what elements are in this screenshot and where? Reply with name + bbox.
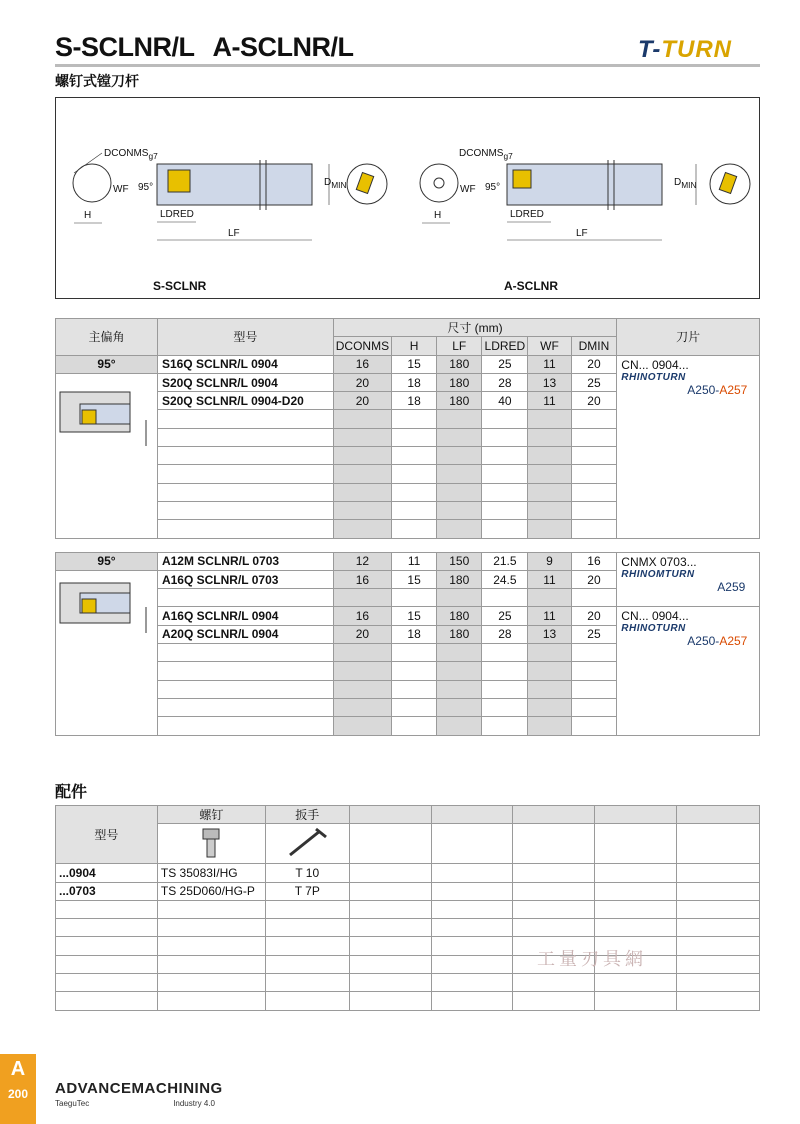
- tool-diagram: $DCONMS_{g7}$ WF 95° H LDRED LF $D_{MIN}$ $DCONMS_{g7}$ WF 95° H LDRED LF $D_{MIN}$ S-SCLNR A-SCLNR: [55, 97, 760, 299]
- page-subtitle: 螺钉式镗刀杆: [55, 73, 139, 89]
- page-ref-link[interactable]: A259: [717, 579, 746, 594]
- rhinoturn-logo: RHINOTURN: [621, 623, 686, 635]
- rhinoturn-logo: RHINOTURN: [621, 371, 686, 383]
- col-lf: LF: [437, 337, 482, 355]
- tool-drawing: [56, 98, 759, 298]
- table-row: S20Q SCLNR/L 0904 20 18 180 28 13 25: [56, 373, 760, 391]
- tturn-logo: T-TURN: [638, 36, 732, 63]
- table-row: ...0904 TS 35083I/HG T 10: [56, 864, 760, 882]
- col-ldred: LDRED: [482, 337, 528, 355]
- title-s: S-SCLNR/L: [55, 32, 195, 62]
- insert-cell-3: CN... 0904... RHINOTURN A250-A257: [617, 607, 760, 735]
- head-size: 尺寸 (mm): [333, 319, 617, 337]
- table-row: 95° S16Q SCLNR/L 0904 16 15 180 25 11 20 CN... 0904... RHINOTURN A250-A257: [56, 355, 760, 373]
- head-angle: 主偏角: [56, 319, 158, 356]
- col-dconms: DCONMS: [333, 337, 391, 355]
- tool-thumb-icon: [56, 384, 156, 454]
- table-row: ...0703 TS 25D060/HG-P T 7P: [56, 882, 760, 900]
- acc-head-wrench: 扳手: [265, 806, 349, 824]
- acc-head-screw: 螺钉: [157, 806, 265, 824]
- head-insert: 刀片: [617, 319, 760, 356]
- title-a: A-SCLNR/L: [212, 32, 354, 62]
- rhinomturn-logo: RHINOMTURN: [621, 568, 695, 580]
- col-dmin: DMIN: [571, 337, 617, 355]
- watermark: 工量刃具網: [537, 949, 647, 969]
- accessories-table: [55, 805, 760, 1011]
- advance-machining-logo: ADVANCEMACHINING: [55, 1080, 223, 1097]
- caption-a-sclnr: A-SCLNR: [504, 279, 558, 293]
- tool-thumb-icon: [56, 577, 156, 637]
- page-ref-link[interactable]: A250-A257: [687, 382, 748, 397]
- table-row: A20Q SCLNR/L 0904 20 18 180 28 13 25: [56, 625, 760, 643]
- acc-head-model: 型号: [56, 806, 158, 864]
- insert-cell-1: CN... 0904... RHINOTURN A250-A257: [617, 355, 760, 538]
- page-ref-link[interactable]: A250-A257: [687, 634, 748, 649]
- title-rule: [55, 64, 760, 67]
- spec-table: [55, 318, 760, 736]
- caption-s-sclnr: S-SCLNR: [153, 279, 207, 293]
- page-title: [55, 32, 371, 63]
- page-tab: A 200: [0, 1054, 36, 1124]
- tool-thumb-1: [56, 373, 158, 538]
- wrench-icon: [265, 824, 349, 864]
- head-model: 型号: [157, 319, 333, 356]
- col-h: H: [392, 337, 437, 355]
- accessories-title: 配件: [55, 784, 88, 801]
- tool-thumb-2: [56, 570, 158, 735]
- col-wf: WF: [528, 337, 571, 355]
- insert-cell-2: CNMX 0703... RHINOMTURN A259: [617, 552, 760, 607]
- table-row: 95° A12M SCLNR/L 0703 12 11 150 21.5 9 16 CNMX 0703... RHINOMTURN A259: [56, 552, 760, 570]
- table-row: S20Q SCLNR/L 0904-D20 20 18 180 40 11 20: [56, 392, 760, 410]
- screw-icon: [157, 824, 265, 864]
- footer-sub: TaeguTec Industry 4.0: [55, 1099, 215, 1108]
- table-row: A16Q SCLNR/L 0703 16 15 180 24.5 11 20: [56, 570, 760, 588]
- table-row: A16Q SCLNR/L 0904 16 15 180 25 11 20 CN... 0904... RHINOTURN A250-A257: [56, 607, 760, 625]
